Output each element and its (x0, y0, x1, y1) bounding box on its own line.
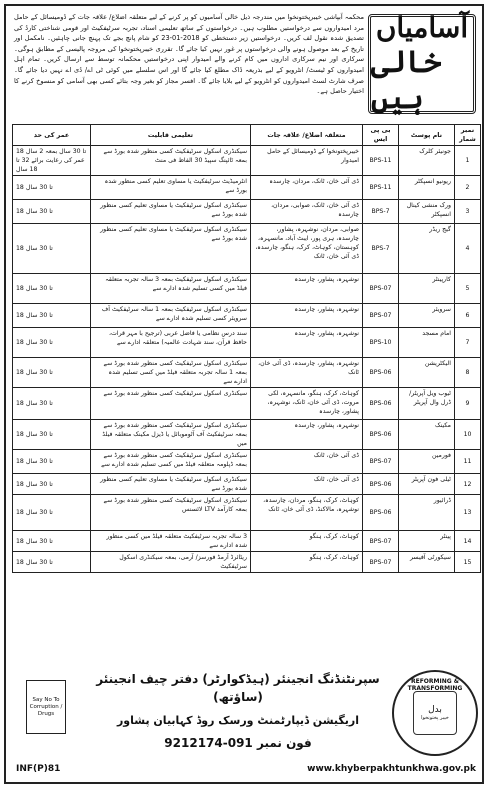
table-row (13, 420, 481, 450)
table-row (13, 474, 481, 495)
row-post: کارپینٹر (399, 274, 455, 304)
office-address: اریگیشن ڈیپارٹمنٹ ورسک روڈ کہابیان پشاور (116, 714, 360, 727)
banner-subtitle: خالی ہیں (371, 45, 442, 116)
row-qualification: سیکنڈری اسکول سرٹیفکیٹ کسی منظور شدہ بورڈ سے بمعہ سرٹیفکیٹ آف آٹوموبائل یا ڈیزل مکینک متعلقہ فیلڈ میں (91, 420, 251, 450)
row-bps: BPS-10 (363, 328, 399, 358)
row-age: 18 تا 30 سال بمعہ 2 سال عمر کی رعایت برائے 32 تا 18 سال (13, 146, 91, 176)
table-row (13, 552, 481, 573)
row-age: 18 تا 30 سال (13, 450, 91, 474)
row-bps: BPS-07 (363, 304, 399, 328)
row-district: ڈی آئی خان، ٹانک، صوابی، مردان، چارسدہ (251, 200, 363, 224)
row-age: 18 تا 30 سال (13, 420, 91, 450)
row-qualification: سیکنڈری اسکول سرٹیفکیٹ یا مساوی تعلیم کسی منظور شدہ بورڈ سے (91, 224, 251, 274)
row-post: مکینک (399, 420, 455, 450)
row-district: نوشہرہ، پشاور، چارسدہ (251, 274, 363, 304)
footer (12, 664, 480, 782)
row-serial: 12 (455, 474, 481, 495)
row-age: 18 تا 30 سال (13, 495, 91, 531)
row-bps: BPS-06 (363, 420, 399, 450)
row-age: 18 تا 30 سال (13, 176, 91, 200)
table-row (13, 450, 481, 474)
row-qualification: ریٹائرڈ آرمڈ فورسز/ آرمی، بمعہ سیکنڈری اسکول سرٹیفکیٹ (91, 552, 251, 573)
row-serial: 6 (455, 304, 481, 328)
advertisement-page (4, 4, 484, 784)
row-bps: BPS-06 (363, 358, 399, 388)
vacancies-table (12, 124, 481, 573)
row-age: 18 تا 30 سال (13, 552, 91, 573)
row-district: صوابی، مردان، نوشہرہ، پشاور، چارسدہ، ہری پور، ایبٹ آباد، مانسہرہ، کوہستان، کوہاٹ، کرک، ہنگو، چارسدہ، ڈی آئی خان، ٹانک (251, 224, 363, 274)
banner-title: آسامیاں (375, 11, 469, 44)
table-header-row (13, 125, 481, 146)
row-serial: 14 (455, 531, 481, 552)
row-age: 18 تا 30 سال (13, 328, 91, 358)
row-qualification: سیکنڈری اسکول سرٹیفکیٹ یا مساوی تعلیم کسی منظور شدہ بورڈ سے (91, 200, 251, 224)
row-bps: BPS-06 (363, 474, 399, 495)
row-bps: BPS-7 (363, 200, 399, 224)
row-district: کوہاٹ، کرک، ہنگو (251, 531, 363, 552)
row-qualification: سیکنڈری اسکول سرٹیفکیٹ کسی منظور شدہ بورڈ سے بمعہ 1 سالہ تجربہ متعلقہ فیلڈ میں کسی تسلیم شدہ ادارے سے (91, 358, 251, 388)
row-age: 18 تا 30 سال (13, 274, 91, 304)
row-district: کوہاٹ، کرک، ہنگو، مردان، چارسدہ، نوشہرہ، مالاکنڈ، ڈی آئی خان، ٹانک (251, 495, 363, 531)
inf-code: INF(P)81 (16, 764, 61, 774)
row-post: ڈرائیور (399, 495, 455, 531)
table-row (13, 224, 481, 274)
row-age: 18 تا 30 سال (13, 224, 91, 274)
row-post: گیج ریڈر (399, 224, 455, 274)
row-serial: 4 (455, 224, 481, 274)
row-age: 18 تا 30 سال (13, 200, 91, 224)
row-district: نوشہرہ، پشاور، چارسدہ، ڈی آئی خان، ٹانک (251, 358, 363, 388)
table-row (13, 495, 481, 531)
row-qualification: سیکنڈری اسکول سرٹیفکیٹ کسی منظور شدہ بورڈ سے بمعہ کارآمد LTV لائسنس (91, 495, 251, 531)
header-bps: بی پی ایس (363, 125, 399, 146)
row-serial: 9 (455, 388, 481, 420)
header-post: نام پوسٹ (399, 125, 455, 146)
table-row (13, 358, 481, 388)
header (10, 10, 482, 122)
row-post: جونیئر کلرک (399, 146, 455, 176)
row-serial: 5 (455, 274, 481, 304)
row-qualification: 3 سالہ تجربہ سرٹیفکیٹ متعلقہ فیلڈ میں کسی منظور شدہ ادارے سے (91, 531, 251, 552)
row-bps: BPS-11 (363, 146, 399, 176)
logo-emblem (413, 691, 457, 735)
row-serial: 3 (455, 200, 481, 224)
row-district: ڈی آئی خان، ٹانک (251, 474, 363, 495)
table-row (13, 304, 481, 328)
row-post: ٹیوب ویل آپریٹر/ ڈرل وال آپریٹر (399, 388, 455, 420)
row-qualification: سیکنڈری اسکول سرٹیفکیٹ کسی منظور شدہ بورڈ سے بمعہ ڈپلومہ متعلقہ فیلڈ میں کسی تسلیم شدہ ادارے سے (91, 450, 251, 474)
row-district: ڈی آئی خان، ٹانک (251, 450, 363, 474)
row-serial: 11 (455, 450, 481, 474)
row-serial: 10 (455, 420, 481, 450)
logo-motto: REFORMING & TRANSFORMING (407, 678, 463, 692)
row-qualification: سیکنڈری اسکول سرٹیفکیٹ بمعہ 3 سالہ تجربہ متعلقہ فیلڈ میں کسی تسلیم شدہ ادارے سے (91, 274, 251, 304)
table-row (13, 176, 481, 200)
row-serial: 15 (455, 552, 481, 573)
row-qualification: سیکنڈری اسکول سرٹیفکیٹ یا مساوی تعلیم کسی منظور شدہ بورڈ سے (91, 474, 251, 495)
table-row (13, 328, 481, 358)
logo-caption: خیبر پختونخوا (421, 715, 449, 721)
row-post: ریونیو انسپکٹر (399, 176, 455, 200)
row-post: ٹیلی فون آپریٹر (399, 474, 455, 495)
row-district: ڈی آئی خان، ٹانک، مردان، چارسدہ (251, 176, 363, 200)
row-bps: BPS-07 (363, 450, 399, 474)
row-bps: BPS-7 (363, 224, 399, 274)
row-age: 18 تا 30 سال (13, 531, 91, 552)
office-name: سپرنٹنڈنگ انجینئر (ہیڈکوارٹر) دفتر چیف انجینئر (ساؤتھ) (96, 672, 380, 704)
row-post: سیکورٹی آفیسر (399, 552, 455, 573)
row-age: 18 تا 30 سال (13, 358, 91, 388)
row-post: الیکٹریشن (399, 358, 455, 388)
row-district: کوہاٹ، کرک، ہنگو، مانسہرہ، لکی مروت، ڈی آئی خان، ٹانک، نوشہرہ، پشاور، چارسدہ (251, 388, 363, 420)
row-serial: 2 (455, 176, 481, 200)
government-logo (392, 670, 478, 756)
row-bps: BPS-07 (363, 552, 399, 573)
row-age: 18 تا 30 سال (13, 304, 91, 328)
row-bps: BPS-07 (363, 274, 399, 304)
row-qualification: سیکنڈری اسکول سرٹیفکیٹ کسی منظور شدہ بورڈ سے (91, 388, 251, 420)
row-district: کوہاٹ، کرک، ہنگو (251, 552, 363, 573)
row-serial: 1 (455, 146, 481, 176)
anti-corruption-box: Say No To Corruption / Drugs (26, 680, 66, 734)
row-bps: BPS-11 (363, 176, 399, 200)
row-serial: 13 (455, 495, 481, 531)
row-district: خیبرپختونخوا کے ڈومیسائل کے حامل امیدوار (251, 146, 363, 176)
row-qualification: سیکنڈری اسکول سرٹیفکیٹ بمعہ 1 سالہ سرٹیفکیٹ آف سرویئر کسی تسلیم شدہ ادارے سے (91, 304, 251, 328)
logo-word: بدل (428, 705, 442, 715)
table-row (13, 274, 481, 304)
header-qualification: تعلیمی قابلیت (91, 125, 251, 146)
vacancies-banner (368, 11, 476, 116)
row-age: 18 تا 30 سال (13, 474, 91, 495)
row-bps: BPS-07 (363, 531, 399, 552)
header-serial: نمبر شمار (455, 125, 481, 146)
row-post: پینٹر (399, 531, 455, 552)
row-post: سرویئر (399, 304, 455, 328)
row-post: فورمین (399, 450, 455, 474)
table-row (13, 200, 481, 224)
row-district: نوشہرہ، پشاور، چارسدہ (251, 420, 363, 450)
row-serial: 8 (455, 358, 481, 388)
row-post: ورک منشی کینال انسپکٹر (399, 200, 455, 224)
row-post: امام مسجد (399, 328, 455, 358)
table-row (13, 531, 481, 552)
table-row (13, 388, 481, 420)
row-age: 18 تا 30 سال (13, 388, 91, 420)
row-bps: BPS-06 (363, 495, 399, 531)
row-district: نوشہرہ، پشاور، چارسدہ (251, 304, 363, 328)
office-phone: فون نمبر 091-9212174 (164, 736, 312, 750)
row-qualification: انٹرمیڈیٹ سرٹیفکیٹ یا مساوی تعلیم کسی منظور شدہ بورڈ سے (91, 176, 251, 200)
address-block (92, 670, 384, 752)
header-district: متعلقہ اضلاع/ علاقہ جات (251, 125, 363, 146)
header-age: عمر کی حد (13, 125, 91, 146)
row-qualification: سیکنڈری اسکول سرٹیفکیٹ کسی منظور شدہ بورڈ سے بمعہ ٹائپنگ سپیڈ 30 الفاظ فی منٹ (91, 146, 251, 176)
website-link[interactable]: www.khyberpakhtunkhwa.gov.pk (307, 764, 476, 774)
table-row (13, 146, 481, 176)
row-serial: 7 (455, 328, 481, 358)
row-bps: BPS-06 (363, 388, 399, 420)
row-district: نوشہرہ، پشاور، چارسدہ (251, 328, 363, 358)
row-qualification: سند درس نظامی یا فاضل عربی (ترجیح با مہر قرات، حافظ قرآن، سند شہادت عالمیہ) متعلقہ ادارے سے (91, 328, 251, 358)
intro-paragraph: محکمہ آبپاشی خیبرپختونخوا میں مندرجہ ذیل خالی آسامیوں کو پر کرنے کے لیے متعلقہ اضلاع/ علاقہ جات کے ڈومیسائل کے حامل مرد امیدواروں سے درخواستیں مطلوب ہیں۔ درخواستوں کے ساتھ تعلیمی اسناد، تجربہ سرٹیفکیٹ اور قومی شناختی کارڈ کی تصدیق شدہ نقول لف کریں۔ درخواستیں زیر دستخطی کو 2018-01-23 کو شام پانچ بجے تک پہنچ جانی چاہئیں۔ نامکمل اور تاریخ کے بعد موصول ہونے والی درخواستوں پر غور نہیں کیا جائے گا۔ تقرری خیبرپختونخوا کی مروجہ پالیسی کے مطابق ہوگی۔ سرکاری اور نیم سرکاری اداروں میں کام کرنے والے امیدوار اپنی درخواستیں محکمانہ توسط سے ارسال کریں۔ تمام اہل امیدواروں کو ٹیسٹ/ انٹرویو کے لیے بذریعہ ڈاک مطلع کیا جائے گا اور اس سلسلے میں کوئی ٹی اے/ ڈی اے نہیں دیا جائے گا۔ صرف شارٹ لسٹ امیدواروں کو انٹرویو کے لیے بلایا جائے گا۔ افسر مجاز کو بغیر وجہ بتائے کسی بھی آسامی کو منسوخ کرنے کا اختیار حاصل ہے۔ (14, 13, 364, 96)
